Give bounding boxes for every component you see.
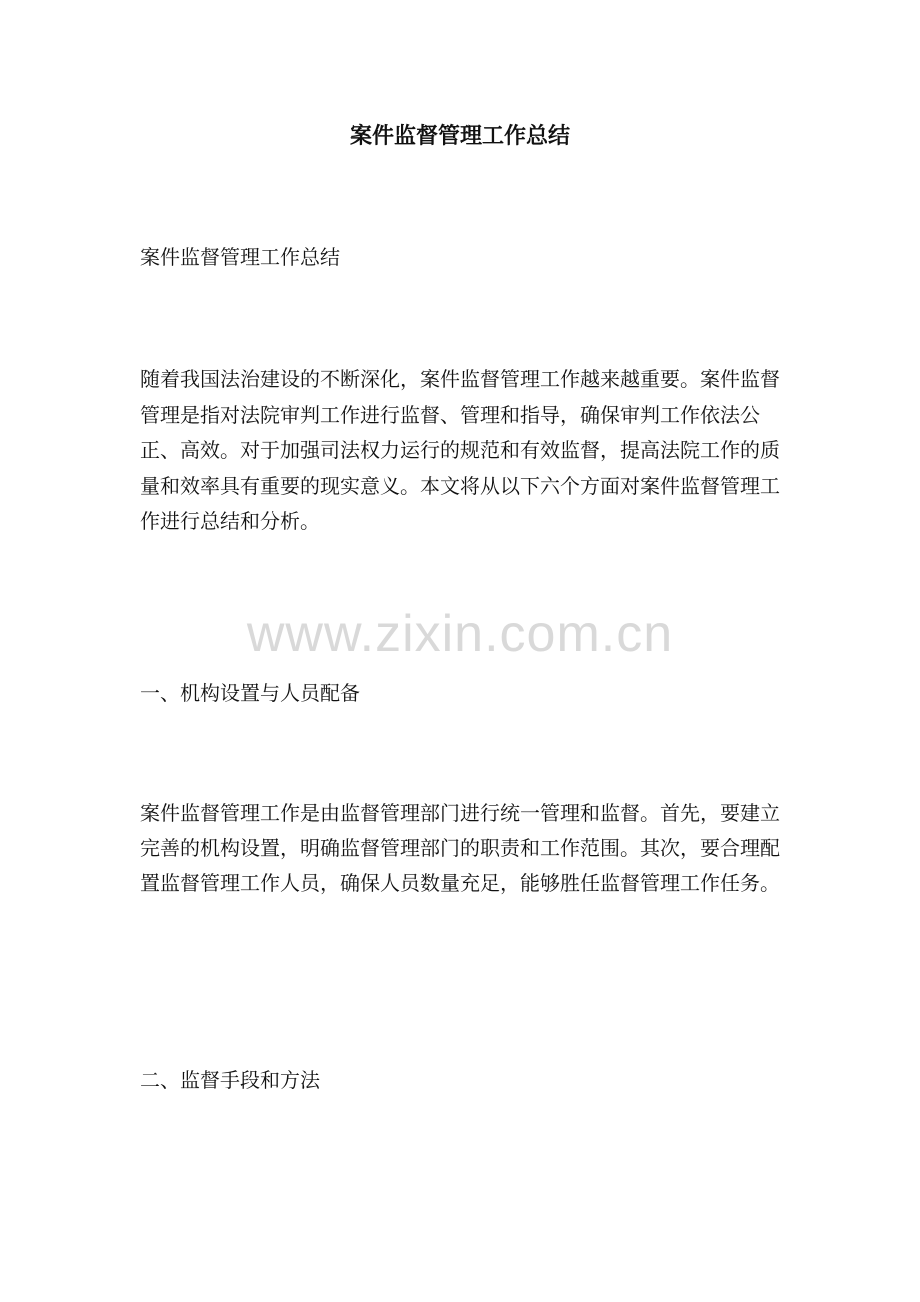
- section-paragraph-1: 案件监督管理工作是由监督管理部门进行统一管理和监督。首先，要建立完善的机构设置，明确监督管理部门的职责和工作范围。其次，要合理配置监督管理工作人员，确保人员数量充足，能够胜任监督管理工作任务。: [140, 801, 780, 895]
- section-heading-2: 二、监督手段和方法: [140, 1068, 320, 1092]
- document-subtitle: 案件监督管理工作总结: [140, 245, 340, 269]
- document-title: 案件监督管理工作总结: [349, 123, 570, 149]
- intro-paragraph: 随着我国法治建设的不断深化，案件监督管理工作越来越重要。案件监督管理是指对法院审判工作进行监督、管理和指导，确保审判工作依法公正、高效。对于加强司法权力运行的规范和有效监督，提高法院工作的质量和效率具有重要的现实意义。本文将从以下六个方面对案件监督管理工作进行总结和分析。: [140, 367, 780, 533]
- watermark: www.zixin.com.cn: [246, 605, 674, 663]
- section-heading-1: 一、机构设置与人员配备: [140, 681, 360, 705]
